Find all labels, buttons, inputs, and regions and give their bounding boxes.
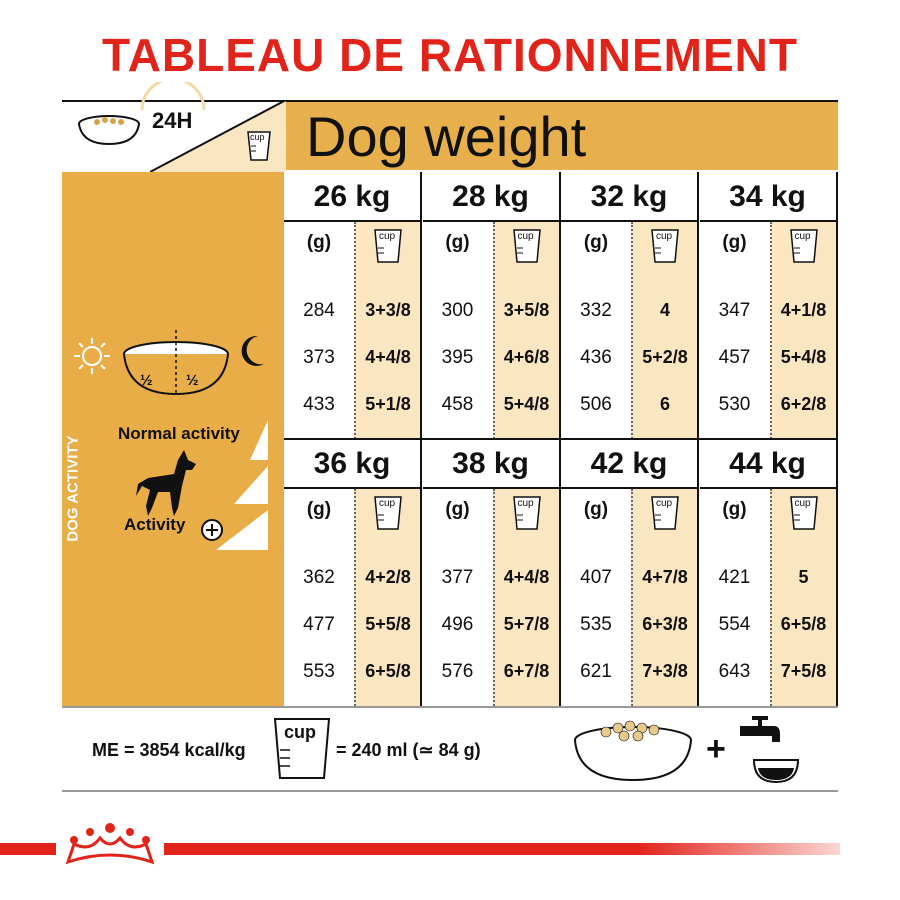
weight-label: 36 kg bbox=[284, 439, 420, 489]
grams-value: 477 bbox=[303, 614, 335, 635]
cups-column bbox=[770, 222, 836, 439]
plus-sign: + bbox=[706, 730, 726, 768]
cups-value: 6 bbox=[659, 394, 670, 414]
weight-label: 38 kg bbox=[423, 439, 559, 489]
grams-column bbox=[700, 489, 770, 706]
grams-column bbox=[561, 222, 631, 439]
food-bowl-icon bbox=[72, 110, 146, 148]
grams-header: (g) bbox=[445, 232, 470, 253]
cup-icon-label: cup bbox=[379, 231, 396, 242]
cup-icon bbox=[373, 495, 403, 531]
cup-icon bbox=[650, 495, 680, 531]
grams-value: 395 bbox=[441, 347, 474, 368]
grams-value: 436 bbox=[580, 347, 612, 368]
cups-value: 5+1/8 bbox=[365, 394, 411, 414]
cups-value: 7+5/8 bbox=[780, 661, 827, 681]
cups-value: 4 bbox=[659, 300, 670, 320]
grams-column bbox=[423, 222, 493, 439]
cups-value: 6+5/8 bbox=[780, 614, 827, 634]
weight-label: 42 kg bbox=[561, 439, 697, 489]
grams-value: 621 bbox=[580, 661, 612, 682]
cup-icon bbox=[373, 228, 403, 264]
moon-icon bbox=[240, 334, 266, 368]
cup-icon bbox=[512, 228, 542, 264]
grams-value: 496 bbox=[441, 614, 474, 635]
large-cup-icon bbox=[272, 716, 332, 782]
half-left-label: ½ bbox=[140, 372, 153, 389]
grams-header: (g) bbox=[445, 499, 470, 520]
row-divider bbox=[284, 438, 838, 440]
cup-icon bbox=[512, 495, 542, 531]
cups-column bbox=[354, 222, 420, 439]
cups-value: 5+2/8 bbox=[642, 347, 688, 367]
cup-icon-label: cup bbox=[794, 498, 811, 509]
grams-column bbox=[284, 222, 354, 439]
half-right-label: ½ bbox=[186, 372, 199, 389]
grams-header: (g) bbox=[306, 499, 332, 520]
grams-value: 332 bbox=[580, 300, 612, 321]
weight-block bbox=[423, 172, 561, 439]
cups-column bbox=[631, 489, 697, 706]
cup-icon-label: cup bbox=[656, 231, 673, 242]
weight-block bbox=[561, 439, 699, 706]
grams-value: 347 bbox=[718, 300, 751, 321]
cups-value: 5+7/8 bbox=[503, 614, 550, 634]
metabolizable-energy: ME = 3854 kcal/kg bbox=[92, 740, 246, 760]
weight-block bbox=[423, 439, 561, 706]
activity-steps-graphic bbox=[214, 418, 270, 554]
footer-divider-bottom bbox=[62, 790, 838, 792]
cup-icon-label: cup bbox=[517, 498, 534, 509]
cup-icon-label: cup bbox=[656, 498, 673, 509]
normal-activity-label: Normal activity bbox=[118, 424, 240, 443]
cups-column bbox=[493, 489, 559, 706]
period-label: 24H bbox=[152, 108, 193, 133]
cups-value: 5 bbox=[798, 567, 809, 587]
activity-label: Activity bbox=[124, 515, 186, 534]
dog-silhouette-icon bbox=[134, 446, 204, 518]
cup-icon-label: cup bbox=[517, 231, 534, 242]
cup-equivalence: = 240 ml (≃ 84 g) bbox=[336, 740, 481, 760]
grams-value: 458 bbox=[441, 394, 474, 415]
cups-value: 7+3/8 bbox=[642, 661, 688, 681]
grams-value: 457 bbox=[718, 347, 751, 368]
cups-value: 3+3/8 bbox=[365, 300, 411, 320]
grams-value: 576 bbox=[441, 661, 474, 682]
grams-value: 362 bbox=[303, 567, 335, 588]
cups-value: 5+4/8 bbox=[503, 394, 550, 414]
cups-value: 4+2/8 bbox=[365, 567, 411, 587]
cup-icon-label: cup bbox=[250, 132, 265, 142]
sun-icon bbox=[72, 336, 112, 376]
grams-value: 407 bbox=[580, 567, 612, 588]
grams-column bbox=[423, 489, 493, 706]
cups-column bbox=[631, 222, 697, 439]
split-bowl-icon bbox=[112, 330, 240, 400]
cups-column bbox=[493, 222, 559, 439]
weight-label: 26 kg bbox=[284, 172, 420, 222]
footer-divider-top bbox=[62, 706, 838, 708]
cups-value: 6+5/8 bbox=[365, 661, 411, 681]
dog-weight-label: Dog weight bbox=[306, 105, 587, 168]
grams-value: 530 bbox=[718, 394, 751, 415]
weight-label: 32 kg bbox=[561, 172, 697, 222]
grams-header: (g) bbox=[306, 232, 332, 253]
water-tap-icon bbox=[740, 712, 800, 786]
large-cup-label: cup bbox=[284, 722, 317, 742]
cups-value: 4+1/8 bbox=[780, 300, 827, 320]
cup-icon-label: cup bbox=[379, 498, 396, 509]
crown-logo-icon bbox=[60, 822, 160, 868]
cups-value: 4+6/8 bbox=[503, 347, 550, 367]
cup-icon bbox=[246, 130, 272, 162]
food-bowl-large-icon bbox=[566, 716, 700, 784]
cup-icon bbox=[789, 495, 819, 531]
grams-value: 377 bbox=[441, 567, 474, 588]
grams-value: 433 bbox=[303, 394, 335, 415]
cup-icon-label: cup bbox=[794, 231, 811, 242]
grams-header: (g) bbox=[583, 499, 609, 520]
cups-value: 4+4/8 bbox=[503, 567, 550, 587]
brand-line-left bbox=[0, 843, 56, 855]
grams-value: 284 bbox=[303, 300, 335, 321]
weight-label: 34 kg bbox=[700, 172, 836, 222]
weight-label: 44 kg bbox=[700, 439, 836, 489]
cups-column bbox=[354, 489, 420, 706]
grams-column bbox=[561, 489, 631, 706]
cups-value: 4+7/8 bbox=[642, 567, 688, 587]
weight-block bbox=[700, 172, 838, 439]
brand-line-right bbox=[164, 843, 840, 855]
grams-header: (g) bbox=[722, 499, 747, 520]
grams-value: 535 bbox=[580, 614, 612, 635]
weight-block bbox=[561, 172, 699, 439]
cups-column bbox=[770, 489, 836, 706]
grams-column bbox=[700, 222, 770, 439]
grams-column bbox=[284, 489, 354, 706]
cups-value: 6+2/8 bbox=[780, 394, 827, 414]
weight-block bbox=[284, 439, 422, 706]
grams-value: 373 bbox=[303, 347, 335, 368]
dog-activity-label: DOG ACTIVITY bbox=[64, 435, 82, 542]
cup-icon bbox=[650, 228, 680, 264]
cups-value: 3+5/8 bbox=[503, 300, 550, 320]
grams-header: (g) bbox=[722, 232, 747, 253]
cups-value: 4+4/8 bbox=[365, 347, 411, 367]
grams-value: 553 bbox=[303, 661, 335, 682]
cups-value: 5+4/8 bbox=[780, 347, 827, 367]
grams-value: 643 bbox=[718, 661, 751, 682]
cups-value: 6+7/8 bbox=[503, 661, 550, 681]
cup-icon bbox=[789, 228, 819, 264]
grams-header: (g) bbox=[583, 232, 609, 253]
weight-label: 28 kg bbox=[423, 172, 559, 222]
cups-value: 6+3/8 bbox=[642, 614, 688, 634]
weight-block bbox=[284, 172, 422, 439]
grams-value: 421 bbox=[718, 567, 751, 588]
weight-block bbox=[700, 439, 838, 706]
grams-value: 506 bbox=[580, 394, 612, 415]
grams-value: 300 bbox=[441, 300, 474, 321]
grams-value: 554 bbox=[718, 614, 751, 635]
cups-value: 5+5/8 bbox=[365, 614, 411, 634]
page-title: TABLEAU DE RATIONNEMENT bbox=[102, 29, 798, 81]
